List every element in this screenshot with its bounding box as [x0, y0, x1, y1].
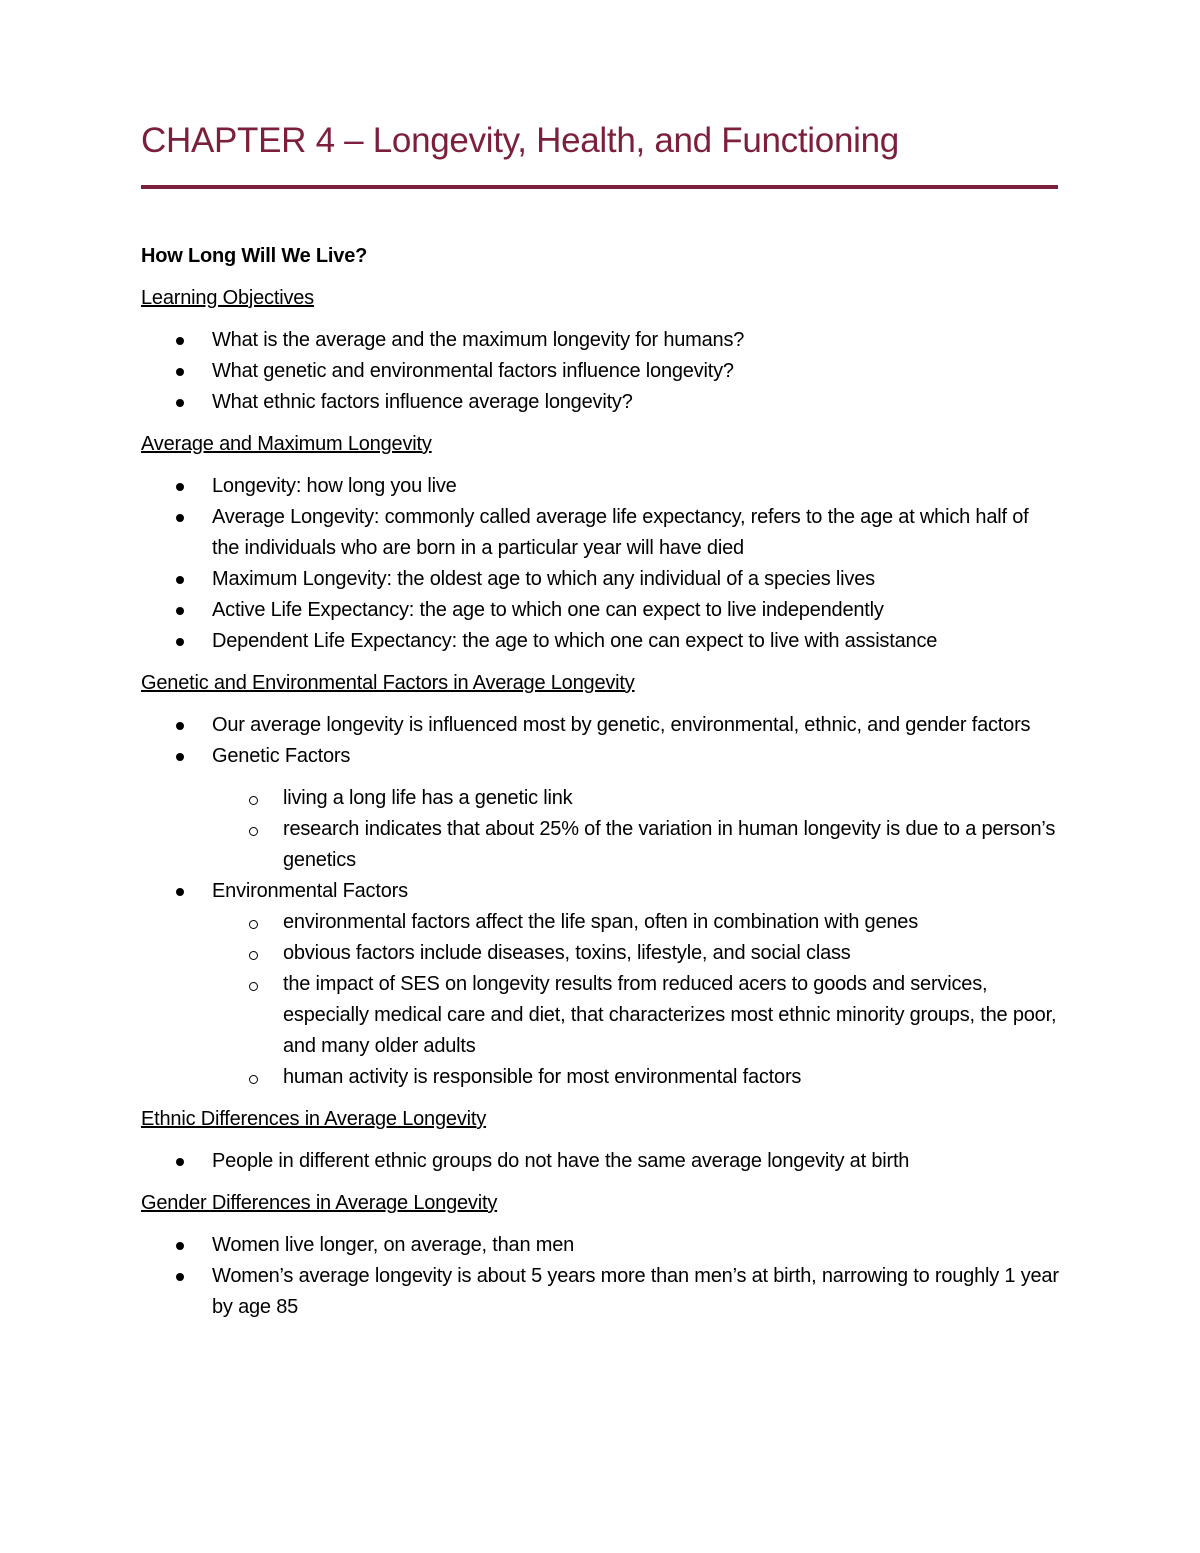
list-item	[141, 325, 1061, 356]
sub-list-item-text: living a long life has a genetic link	[283, 787, 573, 809]
bullet-icon	[176, 368, 184, 376]
title-divider	[141, 185, 1058, 189]
circle-bullet-icon	[249, 982, 258, 991]
chapter-title: CHAPTER 4 – Longevity, Health, and Functioning	[141, 121, 899, 160]
list-item-text: Average Longevity: commonly called average life expectancy, refers to the age at which half of the individuals who are born in a particular year will have died	[212, 506, 1029, 559]
heading-learning-objectives: Learning Objectives	[141, 287, 314, 309]
ethnic-differences-list	[141, 1146, 1061, 1177]
sub-list-item-text: the impact of SES on longevity results from reduced acers to goods and services, especially medical care and diet, that characterizes most ethnic minority groups, the poor, and many older adults	[283, 973, 1057, 1057]
list-item-genetic-factors	[141, 741, 1061, 772]
section-subtitle: How Long Will We Live?	[141, 245, 368, 267]
list-item-text: Longevity: how long you live	[212, 475, 457, 497]
sub-list-item-text: environmental factors affect the life span, often in combination with genes	[283, 911, 919, 933]
list-item-text: Our average longevity is influenced most by genetic, environmental, ethnic, and gender factors	[212, 714, 1031, 736]
average-maximum-list	[141, 471, 1061, 657]
sub-list-item	[141, 938, 1061, 969]
list-item	[141, 710, 1061, 741]
list-item	[141, 356, 1061, 387]
list-item	[141, 595, 1061, 626]
list-item	[141, 387, 1061, 418]
bullet-icon	[176, 888, 184, 896]
bullet-icon	[176, 722, 184, 730]
list-item-text: What ethnic factors influence average longevity?	[212, 391, 633, 413]
list-item	[141, 564, 1061, 595]
genetic-environmental-list	[141, 710, 1061, 772]
heading-average-maximum-longevity: Average and Maximum Longevity	[141, 433, 432, 455]
list-item	[141, 471, 1061, 502]
circle-bullet-icon	[249, 827, 258, 836]
document-body	[141, 241, 1061, 1334]
bullet-icon	[176, 1273, 184, 1281]
list-item-text: What is the average and the maximum longevity for humans?	[212, 329, 745, 351]
list-item-text: Maximum Longevity: the oldest age to which any individual of a species lives	[212, 568, 875, 590]
bullet-icon	[176, 399, 184, 407]
list-item-text: What genetic and environmental factors influence longevity?	[212, 360, 734, 382]
list-item-environmental-factors	[141, 876, 1061, 907]
list-item	[141, 1261, 1061, 1323]
bullet-icon	[176, 514, 184, 522]
sub-list-item-text: obvious factors include diseases, toxins, lifestyle, and social class	[283, 942, 851, 964]
sub-list-item	[141, 1062, 1061, 1093]
heading-genetic-environmental: Genetic and Environmental Factors in Average Longevity	[141, 672, 635, 694]
circle-bullet-icon	[249, 796, 258, 805]
list-item-text: People in different ethnic groups do not have the same average longevity at birth	[212, 1150, 910, 1172]
list-item-text: Active Life Expectancy: the age to which one can expect to live independently	[212, 599, 884, 621]
list-item	[141, 1146, 1061, 1177]
bullet-icon	[176, 638, 184, 646]
bullet-icon	[176, 1158, 184, 1166]
learning-objectives-list	[141, 325, 1061, 418]
list-item-text: Dependent Life Expectancy: the age to which one can expect to live with assistance	[212, 630, 938, 652]
genetic-factors-sublist	[141, 783, 1061, 876]
sub-list-item	[141, 814, 1061, 876]
environmental-list	[141, 876, 1061, 907]
list-item	[141, 626, 1061, 657]
sub-list-item-text: research indicates that about 25% of the variation in human longevity is due to a person’s genetics	[283, 818, 1056, 871]
list-item-text: Environmental Factors	[212, 880, 408, 902]
circle-bullet-icon	[249, 1075, 258, 1084]
circle-bullet-icon	[249, 920, 258, 929]
gender-differences-list	[141, 1230, 1061, 1323]
list-item-text: Women’s average longevity is about 5 years more than men’s at birth, narrowing to roughly 1 year by age 85	[212, 1265, 1059, 1318]
bullet-icon	[176, 753, 184, 761]
bullet-icon	[176, 1242, 184, 1250]
circle-bullet-icon	[249, 951, 258, 960]
heading-ethnic-differences: Ethnic Differences in Average Longevity	[141, 1108, 487, 1130]
bullet-icon	[176, 483, 184, 491]
sub-list-item	[141, 783, 1061, 814]
list-item	[141, 502, 1061, 564]
heading-gender-differences: Gender Differences in Average Longevity	[141, 1192, 498, 1214]
bullet-icon	[176, 337, 184, 345]
bullet-icon	[176, 607, 184, 615]
sub-list-item	[141, 907, 1061, 938]
environmental-factors-sublist	[141, 907, 1061, 1093]
list-item-text: Women live longer, on average, than men	[212, 1234, 575, 1256]
sub-list-item-text: human activity is responsible for most environmental factors	[283, 1066, 802, 1088]
bullet-icon	[176, 576, 184, 584]
list-item	[141, 1230, 1061, 1261]
list-item-text: Genetic Factors	[212, 745, 351, 767]
sub-list-item	[141, 969, 1061, 1062]
